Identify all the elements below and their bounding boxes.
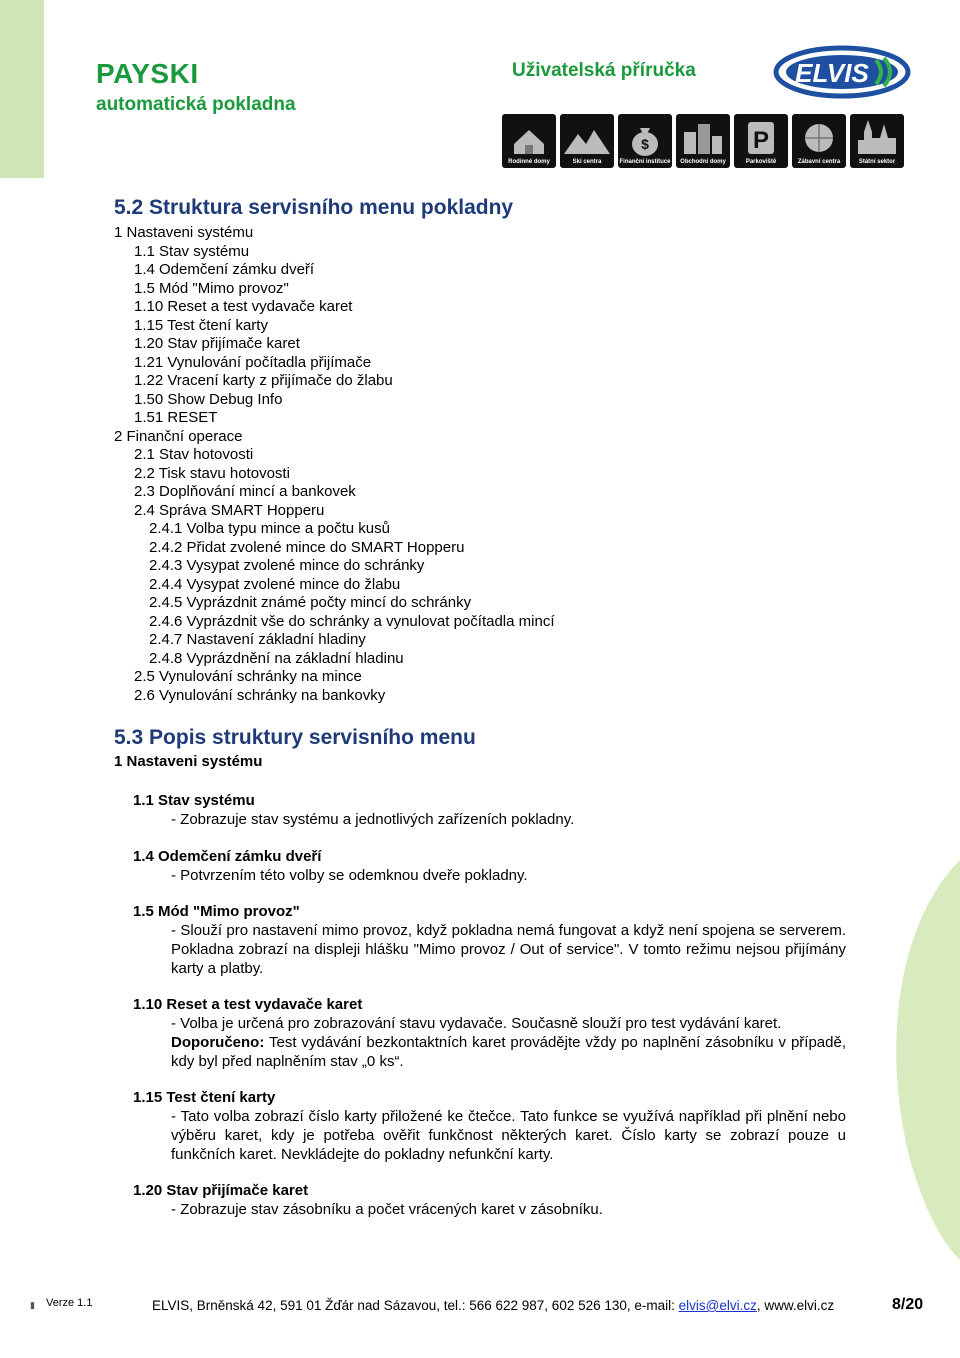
tile-caption: Parkoviště [745,159,777,165]
menu-item: 2.4.4 Vysypat zvolené mince do žlabu [149,575,401,593]
sector-tile [792,114,846,168]
menu-item: 1.51 RESET [134,409,218,426]
page-number: 8/20 [892,1296,924,1313]
desc-title: 1.5 Mód "Mimo provoz" [133,903,300,920]
sector-tile [676,114,730,168]
sector-tile [850,114,904,168]
service-menu-tree [114,224,555,705]
desc-text: - Zobrazuje stav systému a jednotlivých zařízeních pokladny. [171,811,575,828]
menu-item: 1.1 Stav systému [134,242,250,260]
elvis-logo [772,44,912,100]
menu-item: 2.6 Vynulování schránky na bankovky [134,686,386,704]
menu-item: 1.5 Mód "Mimo provoz" [134,279,289,297]
menu-item: 1.22 Vracení karty z přijímače do žlabu [134,372,393,389]
desc-text: - Volba je určená pro zobrazování stavu vydavače. Současně slouží pro test vydávání karet. [171,1015,782,1032]
tile-caption: Státní sektor [858,159,896,165]
menu-item: 2.4.8 Vyprázdnění na základní hladinu [149,649,404,667]
desc-1-1 [133,791,846,829]
menu-item: 1.21 Vynulování počítadla přijímače [134,353,372,371]
manual-title: Uživatelská příručka [512,60,696,81]
sector-icons [502,114,904,168]
menu-item: 2.4 Správa SMART Hopperu [134,501,325,519]
desc-title: 1.10 Reset a test vydavače karet [133,996,363,1013]
section-53-title: 5.3 Popis struktury servisního menu [114,726,476,749]
tile-caption: Ski centra [572,159,602,165]
tile-caption: Rodinné domy [508,159,550,165]
desc-title: 1.1 Stav systému [133,792,255,809]
sector-tile [734,114,788,168]
desc-title: 1.15 Test čtení karty [133,1089,276,1106]
menu-item: 2.4.5 Vyprázdnit známé počty mincí do schránky [149,594,472,611]
desc-text: - Potvrzením této volby se odemknou dveře pokladny. [171,867,528,884]
menu-item: 2.4.1 Volba typu mince a počtu kusů [149,520,390,537]
desc-title: 1.4 Odemčení zámku dveří [133,848,322,865]
address-text: ELVIS, Brněnská 42, 591 01 Žďár nad Sázavou, tel.: 566 622 987, 602 526 130, e-mail: [152,1298,679,1313]
email-link[interactable]: elvis@elvi.cz [678,1298,757,1313]
menu-item: 1.15 Test čtení karty [134,316,268,334]
svg-text:$: $ [641,136,649,152]
logo-text: ELVIS [795,58,869,88]
menu-item: 2.2 Tisk stavu hotovosti [134,464,290,482]
tile-caption: Obchodní domy [680,159,726,165]
desc-text: - Tato volba zobrazí číslo karty přiložené ke čtečce. Tato funkce se využívá například při plnění nebo výběru karet, kdy je potřeba ověřit funkčnost některých karet. Číslo karty se zobrazí pouze u funkčních karet. Nevkládejte do pokladny nefunkční karty. [171,1108,846,1163]
menu-item: 2.1 Stav hotovosti [134,446,254,463]
desc-text: - Zobrazuje stav zásobníku a počet vrácených karet v zásobníku. [171,1201,603,1218]
menu-item: 2.4.2 Přidat zvolené mince do SMART Hopperu [149,538,465,556]
header-side-stripe [0,0,44,178]
menu-item: 2.4.6 Vyprázdnit vše do schránky a vynulovat počítadla mincí [149,612,555,630]
desc-1-10 [133,995,846,1071]
desc-1-5 [133,902,846,978]
decorative-leaf [880,860,960,1260]
menu-item: 1.4 Odemčení zámku dveří [134,261,315,278]
recommendation-label: Doporučeno: [171,1034,265,1051]
menu-item: 1.10 Reset a test vydavače karet [134,298,353,315]
recommendation-text: Test vydávání bezkontaktních karet provádějte vždy po naplnění zásobníku v případě, kdy byl před naplněním stav „0 ks“. [171,1034,846,1070]
tile-caption: Finanční instituce [619,159,671,165]
menu-item: 1.50 Show Debug Info [134,390,283,408]
footer-marker: ▮ [30,1300,35,1310]
section-53-subtitle: 1 Nastaveni systému [114,753,263,770]
footer-version: Verze 1.1 [46,1297,93,1309]
menu-item: 2 Finanční operace [114,427,243,445]
desc-1-4 [133,847,846,885]
desc-1-20 [133,1181,846,1219]
product-name: PAYSKI [96,58,199,89]
product-subtitle: automatická pokladna [96,94,296,115]
section-52-title: 5.2 Struktura servisního menu pokladny [114,196,514,219]
menu-item: 1.20 Stav přijímače karet [134,335,300,352]
desc-recommendation [133,1033,846,1071]
desc-title: 1.20 Stav přijímače karet [133,1182,309,1199]
sector-tile [560,114,614,168]
footer-address [152,1298,834,1313]
desc-text: - Slouží pro nastavení mimo provoz, když pokladna nemá fungovat a když není spojena se serverem. Pokladna zobrazí na displeji hlášku "Mimo provoz / Out of service". V tomto režimu nejsou přijímány karty a platby. [171,922,846,977]
menu-item: 2.4.3 Vysypat zvolené mince do schránky [149,557,425,574]
web-text: , www.elvi.cz [756,1298,835,1313]
menu-item: 2.5 Vynulování schránky na mince [134,668,362,685]
svg-text:P: P [752,127,770,154]
sector-tile [502,114,556,168]
desc-1-15 [133,1088,846,1164]
menu-item: 2.3 Doplňování mincí a bankovek [134,483,356,500]
menu-item: 2.4.7 Nastavení základní hladiny [149,631,366,648]
sector-tile [618,114,672,168]
tile-caption: Zábavní centra [797,159,841,165]
menu-item: 1 Nastaveni systému [114,224,254,241]
